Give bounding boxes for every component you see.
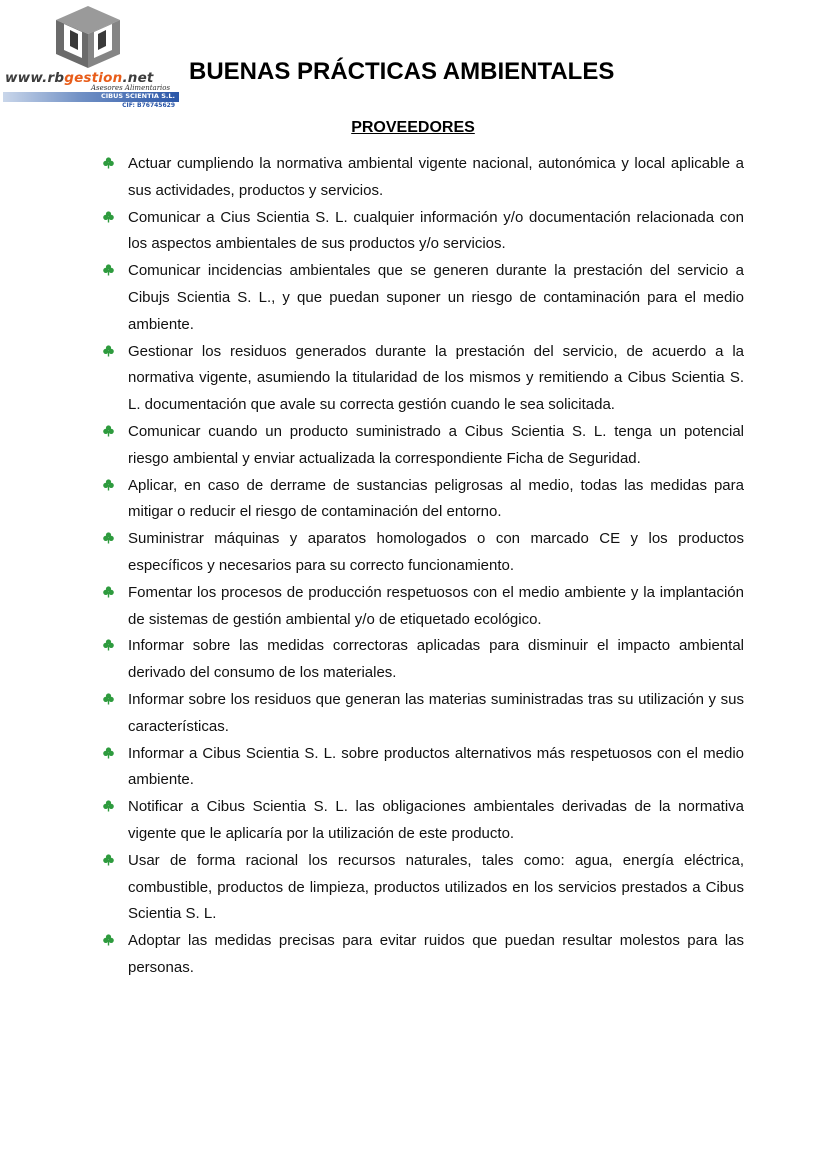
list-item	[103, 258, 744, 338]
club-bullet-icon	[103, 693, 114, 705]
club-bullet-icon	[103, 345, 114, 357]
list-item-text: Fomentar los procesos de producción respetuosos con el medio ambiente y la implantación de sistemas de gestión ambiental y/o de etiquetado ecológico.	[128, 583, 744, 628]
list-item-text: Comunicar incidencias ambientales que se generen durante la prestación del servicio a Cibujs Scientia S. L., y que puedan suponer un riesgo de contaminación para el medio ambiente.	[128, 262, 744, 333]
list-item-text: Actuar cumpliendo la normativa ambiental vigente nacional, autonómica y local aplicable a sus actividades, productos y servicios.	[128, 155, 744, 199]
list-item	[103, 205, 744, 259]
list-item	[103, 687, 744, 741]
list-item	[103, 339, 744, 419]
practices-list	[103, 151, 744, 982]
list-item-text: Informar sobre las medidas correctoras aplicadas para disminuir el impacto ambiental derivado del consumo de los materiales.	[128, 637, 744, 682]
club-bullet-icon	[103, 264, 114, 276]
club-bullet-icon	[103, 532, 114, 544]
list-item-text: Informar a Cibus Scientia S. L. sobre productos alternativos más respetuosos con el medio ambiente.	[128, 744, 744, 789]
logo-url-suffix: .net	[122, 70, 154, 86]
list-item	[103, 848, 744, 928]
section-heading: PROVEEDORES	[351, 119, 475, 136]
list-item	[103, 794, 744, 848]
list-item	[103, 928, 744, 982]
list-item	[103, 473, 744, 527]
club-bullet-icon	[103, 639, 114, 651]
logo-company-name: CIBUS SCIENTIA S.L.	[100, 92, 175, 100]
logo-tagline: Asesores Alimentarios	[91, 84, 171, 92]
club-bullet-icon	[103, 425, 114, 437]
logo-cif: CIF: B76745629	[122, 102, 175, 109]
company-logo	[3, 4, 179, 110]
list-item-text: Informar sobre los residuos que generan las materias suministradas tras su utilización y sus características.	[128, 690, 744, 735]
club-bullet-icon	[103, 800, 114, 812]
list-item	[103, 633, 744, 687]
list-item	[103, 580, 744, 634]
club-bullet-icon	[103, 157, 114, 169]
club-bullet-icon	[103, 747, 114, 759]
cube-logo-icon	[52, 4, 124, 70]
list-item-text: Suministrar máquinas y aparatos homologados o con marcado CE y los productos específicos y necesarios para su correcto funcionamiento.	[128, 530, 744, 574]
club-bullet-icon	[103, 211, 114, 223]
club-bullet-icon	[103, 854, 114, 866]
list-item-text: Usar de forma racional los recursos naturales, tales como: agua, energía eléctrica, combustible, productos de limpieza, productos utilizados en los servicios prestados a Cibus Scientia S. L.	[128, 851, 744, 923]
list-item-text: Gestionar los residuos generados durante la prestación del servicio, de acuerdo a la normativa vigente, asumiendo la titularidad de los mismos y remitiendo a Cibus Scientia S. L. documentación que avale su correcta gestión cuando le sea solicitada.	[128, 342, 744, 414]
list-item-text: Comunicar a Cius Scientia S. L. cualquier información y/o documentación relacionada con los aspectos ambientales de sus productos y/o servicios.	[128, 208, 744, 253]
club-bullet-icon	[103, 479, 114, 491]
list-item	[103, 419, 744, 473]
page-title: BUENAS PRÁCTICAS AMBIENTALES	[189, 58, 615, 85]
club-bullet-icon	[103, 934, 114, 946]
list-item-text: Notificar a Cibus Scientia S. L. las obligaciones ambientales derivadas de la normativa vigente que le aplicaría por la utilización de este producto.	[128, 798, 744, 842]
logo-url-highlight: gestion	[64, 70, 123, 86]
club-bullet-icon	[103, 586, 114, 598]
list-item	[103, 151, 744, 205]
list-item	[103, 526, 744, 580]
list-item	[103, 741, 744, 795]
list-item-text: Adoptar las medidas precisas para evitar ruidos que puedan resultar molestos para las personas.	[128, 932, 744, 976]
logo-url-prefix: www.rb	[5, 70, 65, 86]
list-item-text: Aplicar, en caso de derrame de sustancias peligrosas al medio, todas las medidas para mitigar o reducir el riesgo de contaminación del entorno.	[128, 476, 744, 521]
list-item-text: Comunicar cuando un producto suministrado a Cibus Scientia S. L. tenga un potencial riesgo ambiental y enviar actualizada la correspondiente Ficha de Seguridad.	[128, 422, 744, 467]
